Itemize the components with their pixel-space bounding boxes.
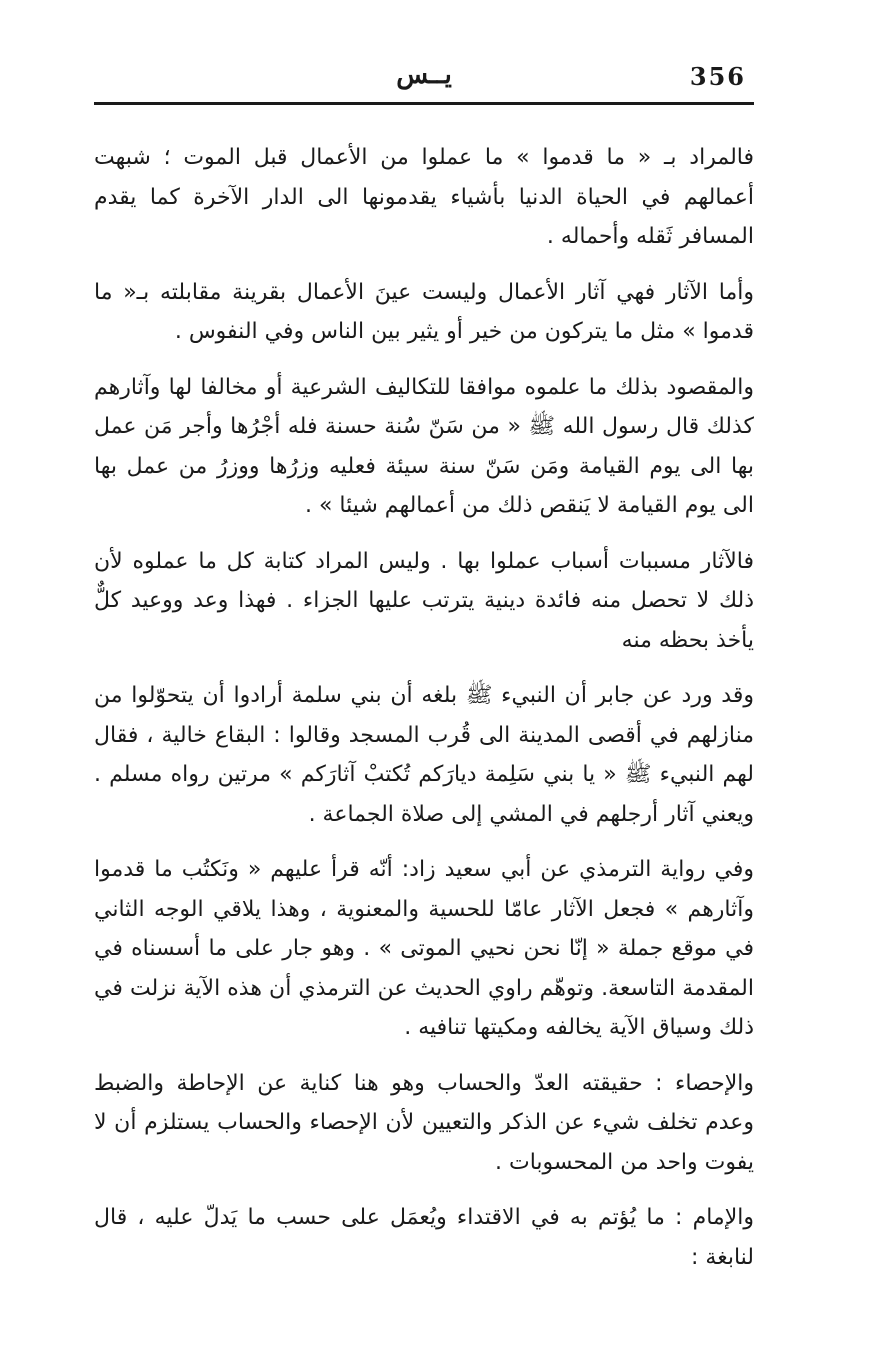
surah-title: يــس xyxy=(396,60,452,90)
paragraph: وفي رواية الترمذي عن أبي سعيد زاد: أنّه قرأ عليهم « ونَكتُب ما قدموا وآثارهم » فجعل الآثار عامّا للحسية والمعنوية ، وهذا يلاقي الوجه الثاني في موقع جملة « إنّا نحن نحيي الموتى » . وهو جار على ما أسسناه في المقدمة التاسعة. وتوهّم راوي الحديث عن الترمذي أن هذه الآية نزلت في ذلك وسياق الآية يخالفه ومكيتها تنافيه . xyxy=(94,857,754,1040)
paragraph: فالمراد بـ « ما قدموا » ما عملوا من الأعمال قبل الموت ؛ شبهت أعمالهم في الحياة الدنيا بأشياء يقدمونها الى الدار الآخرة كما يقدم المسافر ثَقله وأحماله . xyxy=(94,145,754,249)
page-number: 356 xyxy=(689,62,746,91)
body-text xyxy=(94,138,754,1293)
paragraph: فالآثار مسببات أسباب عملوا بها . وليس المراد كتابة كل ما عملوه لأن ذلك لا تحصل منه فائدة دينية يترتب عليها الجزاء . فهذا وعد ووعيد كلٌّ يأخذ بحظه منه xyxy=(94,548,754,653)
paragraph: والإحصاء : حقيقته العدّ والحساب وهو هنا كناية عن الإحاطة والضبط وعدم تخلف شيء عن الذكر والتعيين لأن الإحصاء والحساب يستلزم أن لا يفوت واحد من المحسوبات . xyxy=(94,1070,754,1175)
header-rule xyxy=(94,102,754,105)
paragraph: والإمام : ما يُؤتم به في الاقتداء ويُعمَل على حسب ما يَدلّ عليه ، قال لنابغة : xyxy=(94,1205,754,1270)
paragraph: وقد ورد عن جابر أن النبيء ﷺ بلغه أن بني سلمة أرادوا أن يتحوّلوا من منازلهم في أقصى المدينة الى قُرب المسجد وقالوا : البقاع خالية ، فقال لهم النبيء ﷺ « يا بني سَلِمة ديارَكم تُكتبْ آثارَكم » مرتين رواه مسلم . ويعني آثار أرجلهم في المشي إلى صلاة الجماعة . xyxy=(94,683,754,827)
paragraph: والمقصود بذلك ما علموه موافقا للتكاليف الشرعية أو مخالفا لها وآثارهم كذلك قال رسول الله ﷺ « من سَنّ سُنة حسنة فله أجْرُها وأجر مَن عمل بها الى يوم القيامة ومَن سَنّ سنة سيئة فعليه وزرُها ووزرُ من عمل بها الى يوم القيامة لا يَنقص ذلك من أعمالهم شيئا » . xyxy=(94,374,754,518)
page-header xyxy=(94,58,754,102)
paragraph: وأما الآثار فهي آثار الأعمال وليست عينَ الأعمال بقرينة مقابلته بـ« ما قدموا » مثل ما يتركون من خير أو يثير بين الناس وفي النفوس . xyxy=(94,279,754,344)
